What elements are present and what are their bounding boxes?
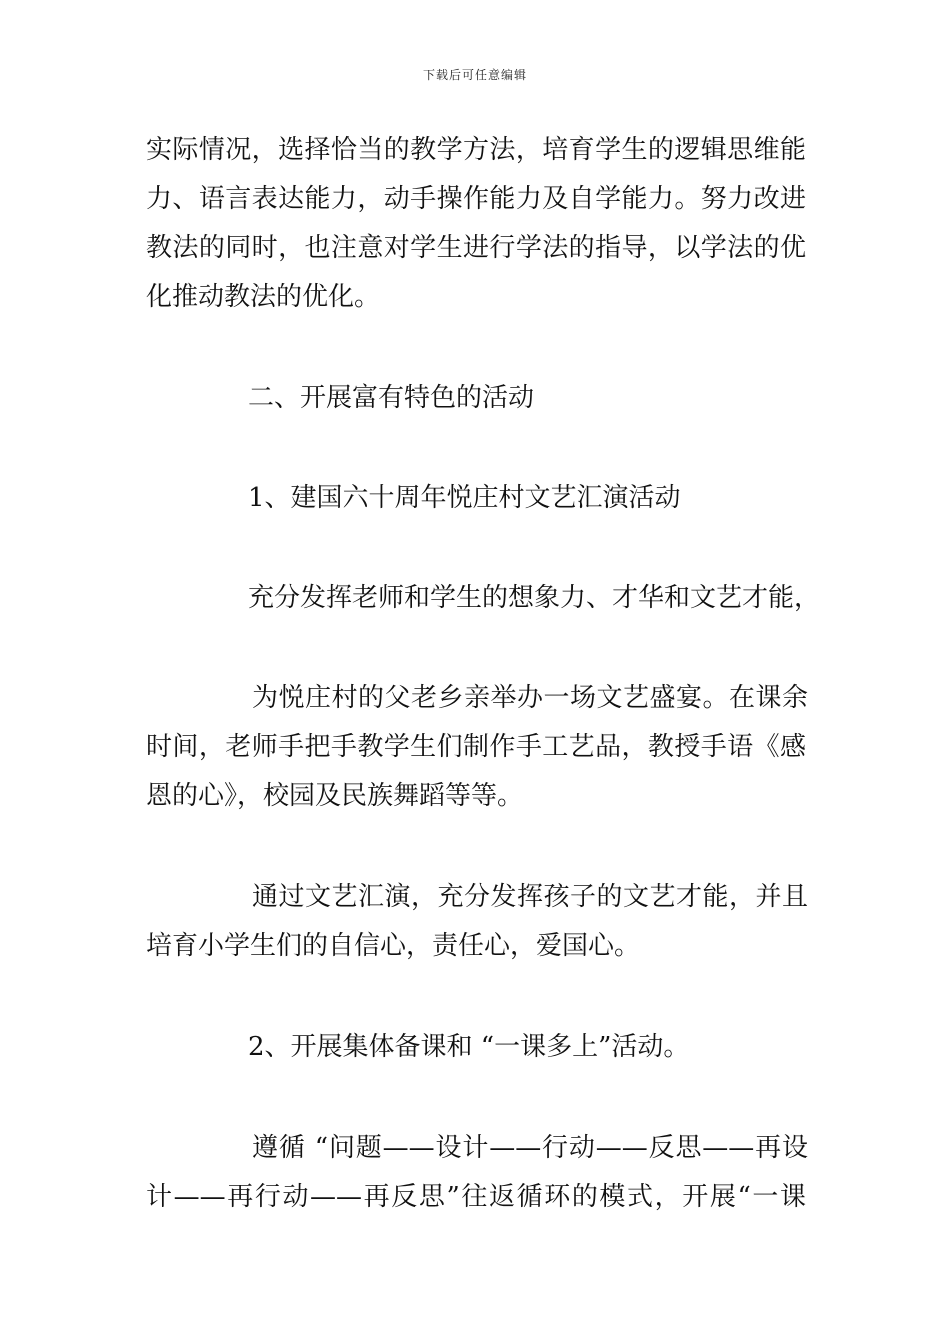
subsection-heading: 1、建国六十周年悦庄村文艺汇演活动	[248, 483, 681, 513]
section-heading: 二、开展富有特色的活动	[248, 383, 535, 413]
paragraph-line: 计——再行动——再反思”往返循环的模式，开展“一课	[146, 1182, 806, 1212]
paragraph-line: 时间，老师手把手教学生们制作手工艺品，教授手语《感	[146, 732, 806, 762]
paragraph-line: 为悦庄村的父老乡亲举办一场文艺盛宴。在课余	[252, 683, 808, 713]
paragraph-line: 化推动教法的优化。	[146, 282, 381, 312]
paragraph-line: 恩的心》，校园及民族舞蹈等等。	[146, 781, 524, 811]
paragraph-line: 培育小学生们的自信心，责任心，爱国心。	[146, 931, 641, 961]
paragraph-line: 力、语言表达能力，动手操作能力及自学能力。努力改进	[146, 184, 806, 214]
paragraph-line: 实际情况，选择恰当的教学方法，培育学生的逻辑思维能	[146, 135, 806, 165]
paragraph-line: 充分发挥老师和学生的想象力、才华和文艺才能，	[248, 583, 821, 613]
page-header: 下载后可任意编辑	[422, 68, 527, 82]
subsection-heading: 2、开展集体备课和 “一课多上”活动。	[248, 1032, 690, 1062]
paragraph-line: 通过文艺汇演，充分发挥孩子的文艺才能，并且	[252, 882, 808, 912]
paragraph-line: 遵循 “问题——设计——行动——反思——再设	[252, 1133, 808, 1163]
paragraph-line: 教法的同时，也注意对学生进行学法的指导，以学法的优	[146, 233, 806, 263]
